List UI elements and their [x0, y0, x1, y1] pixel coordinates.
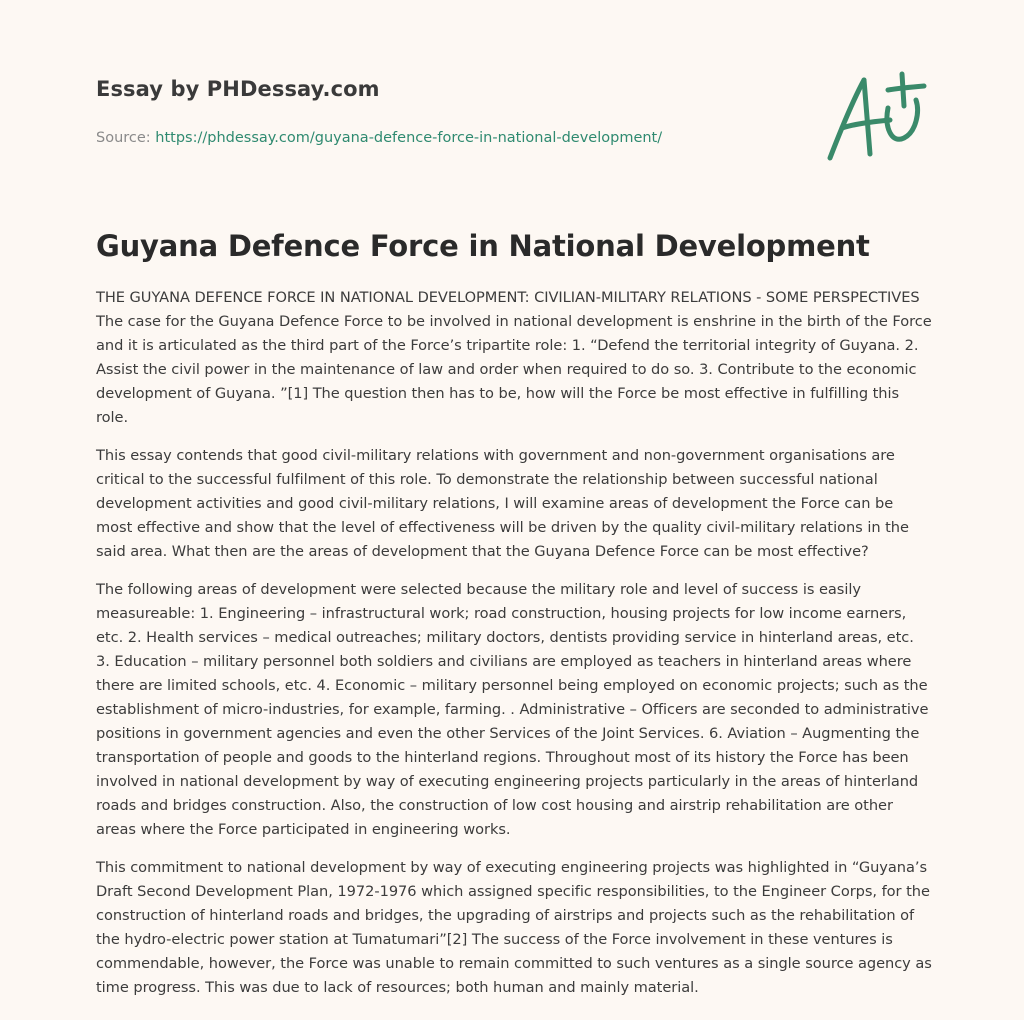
page-header — [96, 72, 736, 148]
site-title: Essay by PHDessay.com — [96, 77, 380, 101]
paragraph: The following areas of development were selected because the military role and level of success is easily measureable: 1. Engineering – infrastructural work; road construction, housing projects for low income earners, etc. 2. Health services – medical outreaches; military doctors, dentists providing service in hinterland areas, etc. 3. Education – military personnel both soldiers and civilians are employed as teachers in hinterland areas where there are limited schools, etc. 4. Economic – military personnel being employed on economic projects; such as the establishment of micro-industries, for example, farming. . Administrative – Officers are seconded to administrative positions in government agencies and even the other Services of the Joint Services. 6. Aviation – Augmenting the transportation of people and goods to the hinterland regions. Throughout most of its history the Force has been involved in national development by way of executing engineering projects particularly in the areas of hinterland roads and bridges construction. Also, the construction of low cost housing and airstrip rehabilitation are other areas where the Force participated in engineering works. — [96, 581, 929, 838]
paragraph: This commitment to national development by way of executing engineering projects was highlighted in “Guyana’s Draft Second Development Plan, 1972-1976 which assigned specific responsibilities, to the Engineer Corps, for the construction of hinterland roads and bridges, the upgrading of airstrips and projects such as the rehabilitation of the hydro-electric power station at Tumatumari”[2] The success of the Force involvement in these ventures is commendable, however, the Force was unable to remain committed to such ventures as a single source agency as time progress. This was due to lack of resources; both human and mainly material. — [96, 859, 932, 996]
essay-body — [96, 286, 932, 1014]
source-line — [96, 128, 736, 148]
paragraph: THE GUYANA DEFENCE FORCE IN NATIONAL DEVELOPMENT: CIVILIAN-MILITARY RELATIONS - SOME PERSPECTIVES The case for the Guyana Defence Force to be involved in national development is enshrine in the birth of the Force and it is articulated as the third part of the Force’s tripartite role: 1. “Defend the territorial integrity of Guyana. 2. Assist the civil power in the maintenance of law and order when required to do so. 3. Contribute to the economic development of Guyana. ”[1] The question then has to be, how will the Force be most effective in fulfilling this role. — [96, 289, 932, 426]
essay-title: Guyana Defence Force in National Development — [96, 229, 870, 263]
source-label: Source: — [96, 130, 156, 146]
a-plus-logo-icon — [820, 66, 930, 166]
source-link[interactable]: https://phdessay.com/guyana-defence-force-in-national-development/ — [155, 130, 663, 146]
paragraph: This essay contends that good civil-military relations with government and non-government organisations are critical to the successful fulfilment of this role. To demonstrate the relationship between successful national development activities and good civil-military relations, I will examine areas of development the Force can be most effective and show that the level of effectiveness will be driven by the quality civil-military relations in the said area. What then are the areas of development that the Guyana Defence Force can be most effective? — [96, 447, 909, 560]
